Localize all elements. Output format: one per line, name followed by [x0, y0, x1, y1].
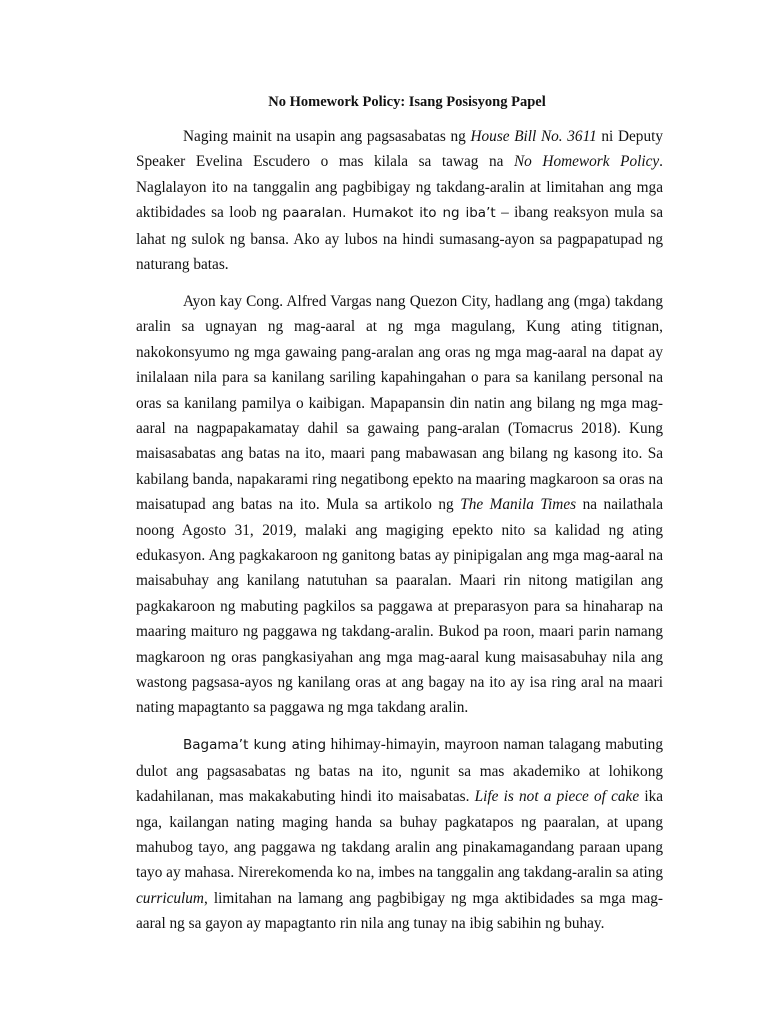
paragraph-segment-italic: No Homework Policy	[513, 153, 660, 171]
paragraph-segment-italic: Life is not a piece of cake	[474, 788, 640, 806]
paragraph-segment: na nailathala noong Agosto 31, 2019, malaki ang magiging epekto nito sa kalidad ng ating edukasyon. Ang pagkakaroon ng ganitong batas ay pinipigalan ang mga mag-aaral na maisabuhay ang kanilang natutuhan sa paaralan. Maari rin nitong matigilan ang pagkakaroon ng mabuting pagkilos sa paggawa at preparasyon para sa hinaharap na maaring maituro ng paggawa ng takdang-aralin. Bukod pa roon, maari parin namang magkaroon ng oras pangkasiyahan ang mga mag-aaral kung maisasabuhay nila ang wastong pagsasa-ayos ng kanilang oras at ang bagay na ito ay isa ring aral na maari nating mapagtanto sa paggawa ng mga takdang aralin.	[136, 496, 664, 717]
paragraph-segment-italic: The Manila Times	[460, 496, 577, 514]
paragraph-segment: hihimay-himayin, mayroon naman talagang mabuting dulot ang pagsasabatas ng batas na ito, ngunit sa mas akademiko at lohikong kadahilanan, mas makakabuting hindi ito maisabatas.	[136, 736, 663, 806]
paragraph-segment: Ayon kay Cong. Alfred Vargas nang Quezon City, hadlang ang (mga) takdang aralin sa ugnayan ng mag-aaral at ng mga magulang, Kung ating titignan, nakokonsyumo ng mga gawaing pang-aralan ang oras ng mga mag-aaral na dapat ay inilalaan nila para sa kanilang sariling kapahingahan o para sa kanilang personal na oras sa kanilang pamilya o kaibigan. Mapapansin din natin ang bilang ng mga mag-aaral na nagpapakamatay dahil sa gawaing pang-aralan (Tomacrus 2018). Kung maisasabatas ang batas na ito, maari pang mabawasan ang bilang ng kasong ito. Sa kabilang banda, napakarami ring negatibong epekto na maaring magkaroon sa oras na maisatupad ang batas na ito. Mula sa artikolo ng	[136, 292, 663, 514]
paragraph-segment: Naging mainit na usapin ang pagsasabatas ng	[183, 128, 471, 145]
paragraph-segment-sans: paaralan. Humakot ito ng iba’t	[282, 205, 496, 222]
paragraph-segment: – ibang reaksyon mula sa lahat ng sulok ng bansa. Ako ay lubos na hindi sumasang-ayon sa pagpapatupad ng naturang batas.	[136, 204, 663, 274]
paragraph-segment-italic: House Bill No. 3611	[470, 128, 597, 145]
document-title: No Homework Policy: Isang Posisyong Papel	[268, 94, 546, 110]
paragraph-segment: . Naglalayon ito na tanggalin ang pagbibigay ng takdang-aralin at limitahan ang mga aktibidades sa loob ng	[136, 153, 663, 222]
paragraph-segment-sans: Bagama’t kung ating	[183, 737, 327, 754]
document-body	[136, 124, 663, 937]
paragraph-3	[136, 732, 663, 936]
paragraph-2	[136, 289, 663, 721]
paragraph-segment: ika nga, kailangan nating maging handa sa buhay pagkatapos ng paaralan, at upang mahubog tayo, ang paggawa ng takdang aralin ang pinakamagandang paraan upang tayo ay mahasa. Nirerekomenda ko na, imbes na tanggalin ang takdang-aralin sa ating	[136, 788, 664, 882]
paragraph-segment: ni Deputy Speaker Evelina Escudero o mas kilala sa tawag na	[136, 128, 663, 171]
paragraph-segment-italic: curriculum	[136, 889, 204, 907]
paragraph-1	[136, 124, 663, 277]
paragraph-segment: , limitahan na lamang ang pagbibigay ng mga aktibidades sa mga mag-aaral ng sa gayon ay mapagtanto rin nila ang tunay na ibig sabihin ng buhay.	[136, 889, 663, 933]
